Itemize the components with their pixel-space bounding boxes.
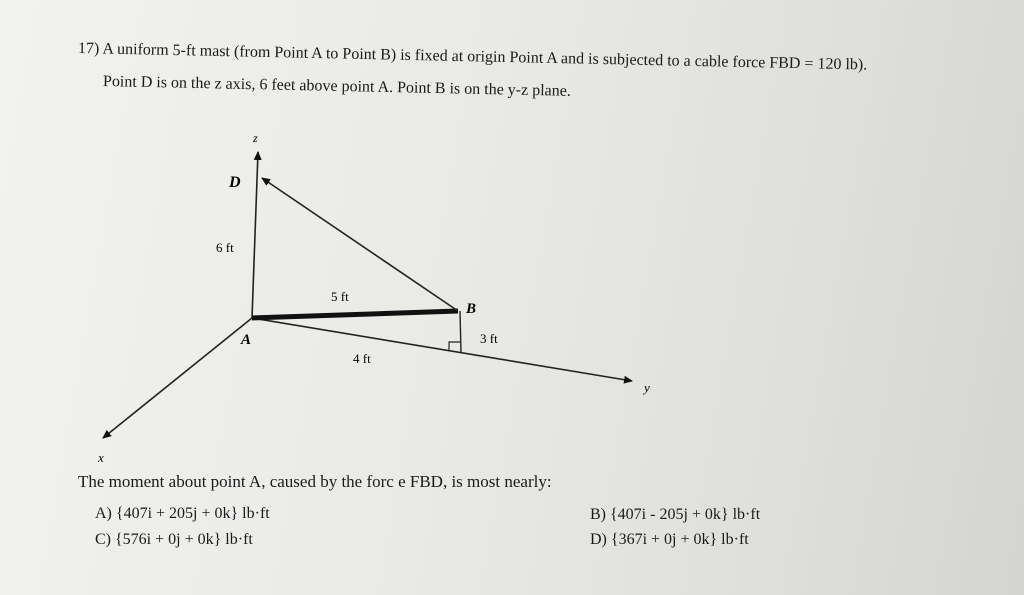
option-a[interactable]: A) {407i + 205j + 0k} lb·ft xyxy=(95,505,270,522)
label-z: z xyxy=(253,131,258,145)
x-axis xyxy=(103,318,252,438)
label-b: B xyxy=(466,301,477,317)
cable-bd xyxy=(262,178,458,311)
label-3ft: 3 ft xyxy=(480,331,498,346)
option-d[interactable]: D) {367i + 0j + 0k} lb·ft xyxy=(590,531,749,548)
option-c[interactable]: C) {576i + 0j + 0k} lb·ft xyxy=(95,531,253,548)
label-a: A xyxy=(241,332,252,348)
option-b[interactable]: B) {407i - 205j + 0k} lb·ft xyxy=(590,506,761,523)
right-angle-marker xyxy=(449,342,460,350)
label-x: x xyxy=(98,450,104,465)
height-b-line xyxy=(460,311,461,353)
question-text-line2: Point D is on the z axis, 6 feet above point A. Point B is on the y-z plane. xyxy=(102,73,572,100)
z-axis xyxy=(252,152,258,318)
label-d: D xyxy=(229,174,241,191)
question-text-line1: 17) A uniform 5-ft mast (from Point A to Point B) is fixed at origin Point A and is subjected to a cable force FBD = 120 lb). xyxy=(77,40,868,74)
y-axis xyxy=(252,318,632,381)
label-6ft: 6 ft xyxy=(216,240,234,255)
label-y: y xyxy=(644,380,650,395)
mast-ab xyxy=(252,311,458,318)
label-5ft: 5 ft xyxy=(331,289,349,304)
label-4ft: 4 ft xyxy=(353,351,371,366)
question-prompt: The moment about point A, caused by the forc e FBD, is most nearly: xyxy=(78,472,552,491)
